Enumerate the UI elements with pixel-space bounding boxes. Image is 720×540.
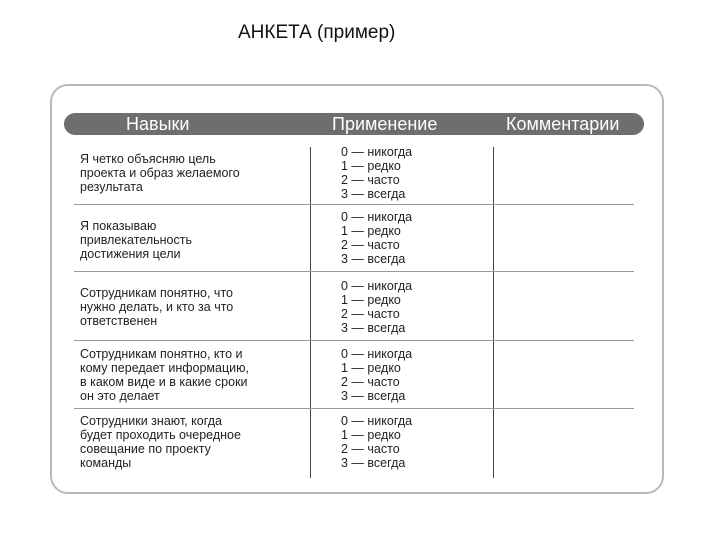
scale-option: 3 — всегда [341, 321, 406, 335]
scale-option: 3 — всегда [341, 252, 406, 266]
scale-option: 2 — часто [341, 173, 400, 187]
scale-option: 0 — никогда [341, 414, 413, 428]
scale-option: 1 — редко [341, 224, 401, 238]
scale-option: 3 — всегда [341, 456, 406, 470]
rating-scale [341, 210, 412, 266]
scale-option: 1 — редко [341, 428, 401, 442]
skill-text [80, 286, 300, 328]
scale-option: 2 — часто [341, 442, 400, 456]
header-application: Применение [332, 114, 438, 134]
skill-line: Сотрудникам понятно, кто и [80, 347, 243, 361]
scale-option: 3 — всегда [341, 389, 406, 403]
scale-option: 0 — никогда [341, 145, 413, 159]
skill-line: он это делает [80, 389, 160, 403]
skill-line: нужно делать, и кто за что [80, 300, 234, 314]
scale-option: 2 — часто [341, 375, 400, 389]
skill-line: Я показываю [80, 219, 157, 233]
scale-option: 0 — никогда [341, 279, 413, 293]
scale-option: 1 — редко [341, 361, 401, 375]
skill-text [80, 152, 300, 194]
skill-line: Я четко объясняю цель [80, 152, 216, 166]
skill-line: привлекательность [80, 233, 192, 247]
skill-line: в каком виде и в какие сроки [80, 375, 248, 389]
scale-option: 1 — редко [341, 159, 401, 173]
skill-line: команды [80, 456, 132, 470]
skill-line: кому передает информацию, [80, 361, 249, 375]
skill-line: ответственен [80, 314, 158, 328]
rating-scale [341, 347, 412, 403]
row-divider [74, 340, 634, 341]
skill-text [80, 414, 300, 470]
skill-line: Сотрудники знают, когда [80, 414, 222, 428]
skill-line: результата [80, 180, 143, 194]
column-divider-application [310, 147, 311, 478]
scale-option: 2 — часто [341, 238, 400, 252]
skill-line: проекта и образ желаемого [80, 166, 240, 180]
skill-line: Сотрудникам понятно, что [80, 286, 233, 300]
column-divider-comments [493, 147, 494, 478]
rating-scale [341, 279, 412, 335]
skill-line: будет проходить очередное [80, 428, 241, 442]
row-divider [74, 271, 634, 272]
table-header [64, 113, 644, 135]
page-title: АНКЕТА (пример) [238, 22, 396, 43]
scale-option: 2 — часто [341, 307, 400, 321]
scale-option: 0 — никогда [341, 347, 413, 361]
rating-scale [341, 145, 412, 201]
row-divider [74, 408, 634, 409]
header-comments: Комментарии [506, 114, 620, 134]
scale-option: 0 — никогда [341, 210, 413, 224]
header-skills: Навыки [126, 114, 190, 134]
rating-scale [341, 414, 412, 470]
skill-line: совещание по проекту [80, 442, 211, 456]
skill-text [80, 347, 300, 403]
scale-option: 1 — редко [341, 293, 401, 307]
skill-text [80, 219, 300, 261]
skill-line: достижения цели [80, 247, 181, 261]
scale-option: 3 — всегда [341, 187, 406, 201]
row-divider [74, 204, 634, 205]
